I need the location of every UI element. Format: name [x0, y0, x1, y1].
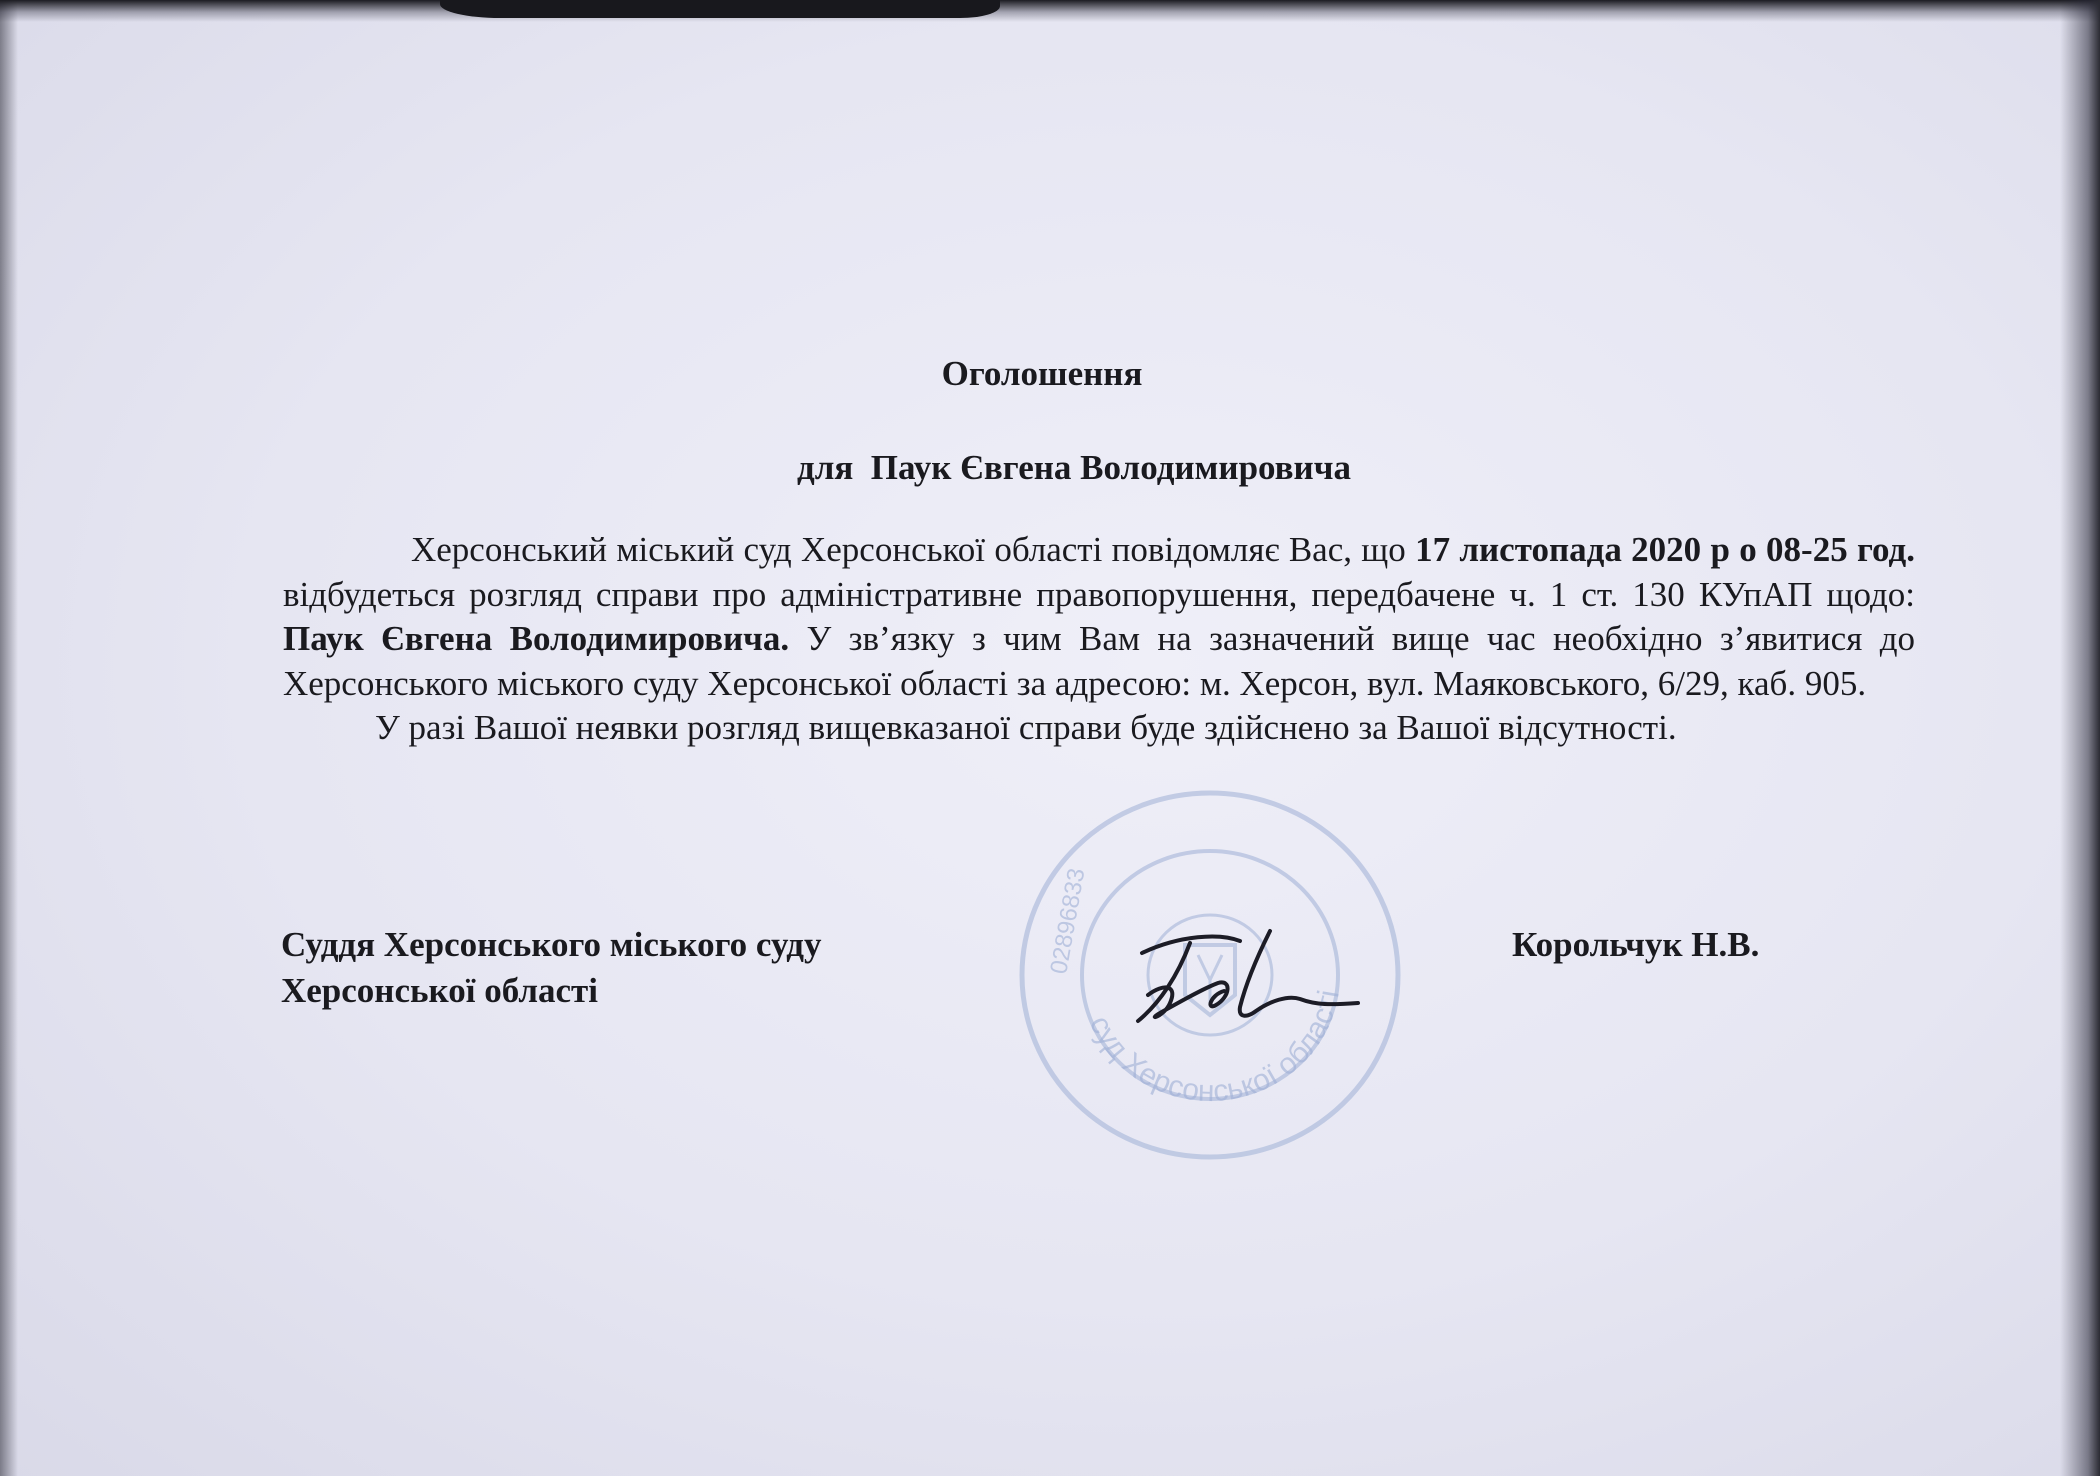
body-paragraph-2: У разі Вашої неявки розгляд вищевказаної справи буде здійснено за Вашої відсутності. [375, 708, 1677, 747]
paper-shadow-left [0, 0, 18, 1476]
judge-position-line-1: Суддя Херсонського міського суду [281, 925, 822, 964]
document-title-text: Оголошення [941, 354, 1143, 393]
paper-shadow-right [2060, 0, 2100, 1476]
judge-position-line-2: Херсонської області [281, 971, 598, 1010]
hearing-date: 17 листопада 2020 р о 08-25 год. [1415, 530, 1915, 569]
document-title [0, 352, 2100, 396]
judge-signature [1120, 925, 1360, 1035]
defendant-name: Паук Євгена Володимировича. [283, 619, 790, 658]
body-p1-middle: відбудеться розгляд справи про адміністративне правопорушення, передбачене ч. 1 ст. 130 КУпАП щодо: [283, 574, 1915, 614]
body-p1-intro: Херсонський міський суд Херсонської області повідомляє Вас, що [411, 530, 1416, 569]
document-body [283, 528, 1915, 751]
judge-position [281, 922, 821, 1014]
paper-shadow-top [0, 0, 2100, 22]
judge-name: Корольчук Н.В. [1512, 925, 1760, 964]
body-p1-end: У зв’язку з чим Вам на зазначений вище час необхідно з’явитися до Херсонського міського суду Херсонської області за адресою: м. Херсон, вул. Маяковського, 6/29, каб. 905. [283, 619, 1915, 703]
paper-torn-edge [440, 0, 1000, 18]
body-paragraph-1 [283, 528, 1915, 706]
document-addressee [0, 446, 2100, 490]
stamp-text: суд Херсонської області [1082, 987, 1346, 1109]
stamp-code: 02896833 [1045, 866, 1091, 977]
document-addressee-text: для Паук Євгена Володимировича [797, 448, 1351, 487]
